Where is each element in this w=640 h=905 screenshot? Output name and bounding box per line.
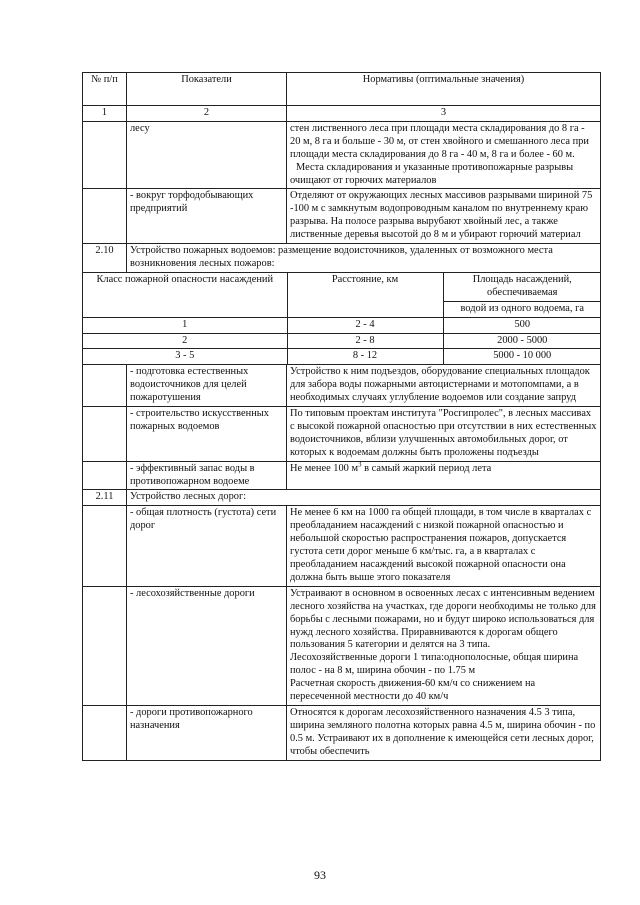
- paragraph: стен лиственного леса при площади места складирования до 8 га - 20 м, 8 га и больше - 30 м, от стен хвойного и смешанного леса при площади места складирования до 8 га - 40 м, 8 га и более - 60 м.: [290, 122, 589, 160]
- empty-cell: [83, 461, 127, 490]
- table-row: [83, 506, 601, 586]
- row-text: [287, 121, 601, 189]
- row-label: - эффективный запас воды в противопожарном водоеме: [127, 461, 287, 490]
- table-row: [83, 244, 601, 273]
- table-header-row: [83, 73, 601, 106]
- class-cell: 3 - 5: [83, 349, 287, 364]
- subtable-header-row: [83, 273, 601, 301]
- empty-cell: [83, 705, 127, 760]
- column-number-2: 2: [127, 106, 287, 122]
- table-row: [83, 705, 601, 760]
- empty-cell: [83, 121, 127, 189]
- header-number: № п/п: [83, 73, 127, 106]
- paragraph: Расчетная скорость движения-60 км/ч со снижением на пересеченной местности до 40 км/ч: [290, 678, 536, 703]
- column-numbers-row: [83, 106, 601, 122]
- subtable-row: [83, 333, 601, 349]
- row-text: [287, 461, 601, 490]
- table-row: [83, 121, 601, 189]
- row-text: Относятся к дорогам лесохозяйственного назначения 4.5 3 типа, ширина земляного полотна которых равна 4.5 м, ширина обочин - по 0.5 м. Устраивают их в дополнение к имеющейся сети лесных дорог, чтобы обеспечить: [287, 705, 601, 760]
- column-number-3: 3: [287, 106, 601, 122]
- row-label: - дороги противопожарного назначения: [127, 705, 287, 760]
- table-row: [83, 586, 601, 705]
- paragraph: Лесохозяйственные дороги 1 типа:однополосные, общая ширина полос - на 8 м, ширина обочин - по 1.75 м: [290, 652, 579, 677]
- row-label: - лесохозяйственные дороги: [127, 586, 287, 705]
- row-number: 2.11: [83, 490, 127, 506]
- empty-cell: [83, 189, 127, 244]
- subtable-row: [83, 349, 601, 364]
- row-label: - строительство искусственных пожарных водоемов: [127, 407, 287, 462]
- empty-cell: [83, 586, 127, 705]
- class-cell: 1: [83, 317, 287, 333]
- page-number: 93: [314, 868, 326, 882]
- row-text: Устройство к ним подъездов, оборудование специальных площадок для забора воды пожарными автоцистернами и мотопомпами, а в необходимых случаях углубление водоемов или создание запруд: [287, 365, 601, 407]
- subtable-header-area-cont: водой из одного водоема, га: [443, 301, 601, 317]
- subtable-row: [83, 317, 601, 333]
- paragraph: Места складирования и указанные противопожарные разрывы очищают от горючих материалов: [290, 161, 574, 186]
- empty-cell: [83, 407, 127, 462]
- section-title: Устройство пожарных водоемов: размещение водоисточников, удаленных от возможного места возникновения лесных пожаров:: [127, 244, 601, 273]
- empty-cell: [83, 365, 127, 407]
- header-indicators: Показатели: [127, 73, 287, 106]
- row-label: - подготовка естественных водоисточников для целей пожаротушения: [127, 365, 287, 407]
- subtable-header-distance: Расстояние, км: [287, 273, 443, 317]
- column-number-1: 1: [83, 106, 127, 122]
- area-cell: 2000 - 5000: [443, 333, 601, 349]
- distance-cell: 2 - 8: [287, 333, 443, 349]
- area-cell: 5000 - 10 000: [443, 349, 601, 364]
- row-label: - общая плотность (густота) сети дорог: [127, 506, 287, 586]
- row-number: 2.10: [83, 244, 127, 273]
- table-row: [83, 407, 601, 462]
- section-title: Устройство лесных дорог:: [127, 490, 601, 506]
- subtable-header-class: Класс пожарной опасности насаждений: [83, 273, 287, 317]
- row-label: лесу: [127, 121, 287, 189]
- supply-superscript: 3: [358, 460, 362, 469]
- ponds-subtable-cell: [83, 272, 601, 364]
- row-text: [287, 586, 601, 705]
- table-row: [83, 272, 601, 364]
- ponds-subtable: [83, 273, 601, 364]
- empty-cell: [83, 506, 127, 586]
- header-norms: Нормативы (оптимальные значения): [287, 73, 601, 106]
- row-text: Не менее 6 км на 1000 га общей площади, в том числе в кварталах с преобладанием насаждений с низкой пожарной опасностью и небольшой скоростью распространения пожаров, допускается густота сети дорог меньше 6 км/тыс. га, а в кварталах с преобладанием насаждений высокой пожарной опасности она должна быть выше этого показателя: [287, 506, 601, 586]
- supply-text-a: Не менее 100 м: [290, 462, 359, 474]
- area-cell: 500: [443, 317, 601, 333]
- subtable-header-area: Площадь насаждений, обеспечиваемая: [443, 273, 601, 301]
- row-label: - вокруг торфодобывающих предприятий: [127, 189, 287, 244]
- class-cell: 2: [83, 333, 287, 349]
- table-row: [83, 461, 601, 490]
- table-row: [83, 365, 601, 407]
- row-text: По типовым проектам института "Росгипролес", в лесных массивах с высокой пожарной опасностью при отсутствии в них естественных водоисточников, вблизи улучшенных автомобильных дорог, от которых к водоемам должны быть проложены подъезды: [287, 407, 601, 462]
- distance-cell: 8 - 12: [287, 349, 443, 364]
- norms-table: [82, 72, 601, 761]
- distance-cell: 2 - 4: [287, 317, 443, 333]
- supply-text-b: в самый жаркий период лета: [361, 462, 492, 474]
- table-row: [83, 189, 601, 244]
- paragraph: Устраивают в основном в освоенных лесах с интенсивным ведением лесного хозяйства на участках, где дороги необходимы не только для борьбы с лесными пожарами, но и будут широко использоваться для нужд лесного хозяйства. Приравниваются к дорогам общего пользования 5 категории и делятся на 3 типа.: [290, 587, 596, 651]
- row-text: Отделяют от окружающих лесных массивов разрывами шириной 75 -100 м с замкнутым водопроводным каналом по внутреннему краю разрыва. На полосе разрыва вырубают хвойный лес, а также лиственные деревья высотой до 8 м и убирают горючий материал: [287, 189, 601, 244]
- table-row: [83, 490, 601, 506]
